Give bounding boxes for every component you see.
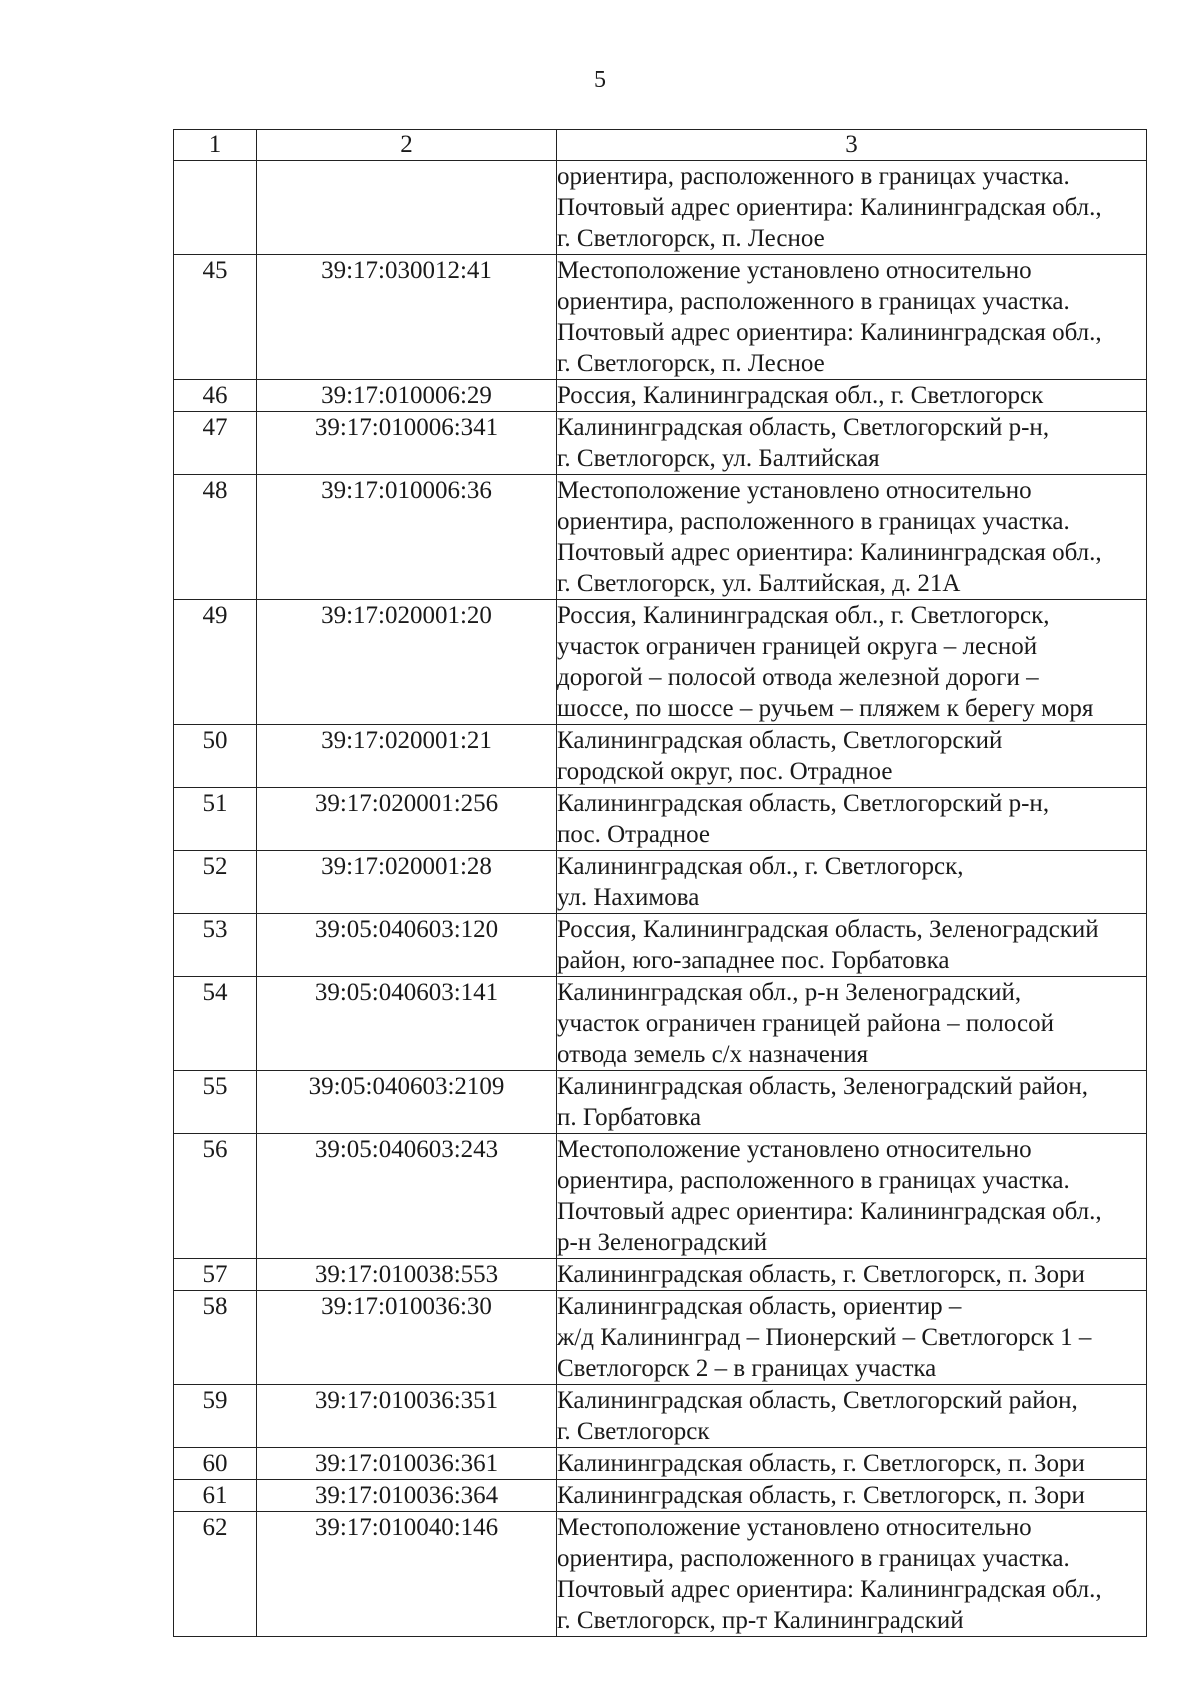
cadastral-number-cell: 39:17:020001:256 <box>257 788 557 851</box>
cadastral-number-cell: 39:17:010036:351 <box>257 1385 557 1448</box>
row-number-cell: 50 <box>174 725 257 788</box>
row-number-cell: 46 <box>174 380 257 412</box>
table-row <box>174 725 1147 788</box>
table-row <box>174 475 1147 600</box>
cadastral-number-cell: 39:17:020001:21 <box>257 725 557 788</box>
address-cell: Калининградская область, Светлогорский р-н, г. Светлогорск, ул. Балтийская <box>557 412 1147 475</box>
address-cell: Калининградская область, Зеленоградский район, п. Горбатовка <box>557 1071 1147 1134</box>
address-cell: Россия, Калининградская обл., г. Светлогорск, участок ограничен границей округа – лесной дорогой – полосой отвода железной дороги – шоссе, по шоссе – ручьем – пляжем к берегу моря <box>557 600 1147 725</box>
row-number-cell: 55 <box>174 1071 257 1134</box>
table-row <box>174 977 1147 1071</box>
page-number: 5 <box>594 67 606 93</box>
row-number-cell: 53 <box>174 914 257 977</box>
table-row <box>174 788 1147 851</box>
address-cell: Местоположение установлено относительно ориентира, расположенного в границах участка. Почтовый адрес ориентира: Калининградская обл., р-н Зеленоградский <box>557 1134 1147 1259</box>
address-cell: Россия, Калининградская область, Зеленоградский район, юго-западнее пос. Горбатовка <box>557 914 1147 977</box>
table-row <box>174 851 1147 914</box>
row-number-cell: 52 <box>174 851 257 914</box>
table-row <box>174 1480 1147 1512</box>
row-number-cell: 58 <box>174 1291 257 1385</box>
row-number-cell: 54 <box>174 977 257 1071</box>
address-cell: Калининградская область, Светлогорский городской округ, пос. Отрадное <box>557 725 1147 788</box>
cadastral-number-cell: 39:17:010036:361 <box>257 1448 557 1480</box>
row-number-cell: 48 <box>174 475 257 600</box>
cadastral-number-cell: 39:17:030012:41 <box>257 255 557 380</box>
address-cell: Калининградская область, г. Светлогорск, п. Зори <box>557 1259 1147 1291</box>
address-cell: Калининградская область, Светлогорский район, г. Светлогорск <box>557 1385 1147 1448</box>
table-row <box>174 161 1147 255</box>
address-cell: Россия, Калининградская обл., г. Светлогорск <box>557 380 1147 412</box>
row-number-cell: 62 <box>174 1512 257 1637</box>
cadastral-number-cell: 39:17:010006:29 <box>257 380 557 412</box>
address-cell: Местоположение установлено относительно ориентира, расположенного в границах участка. Почтовый адрес ориентира: Калининградская обл., г. Светлогорск, п. Лесное <box>557 255 1147 380</box>
cadastral-number-cell: 39:17:010006:36 <box>257 475 557 600</box>
table-row <box>174 1512 1147 1637</box>
cadastral-number-cell: 39:17:020001:28 <box>257 851 557 914</box>
cadastral-number-cell: 39:17:010040:146 <box>257 1512 557 1637</box>
row-number-cell: 61 <box>174 1480 257 1512</box>
address-cell: Калининградская область, ориентир – ж/д Калининград – Пионерский – Светлогорск 1 – Светлогорск 2 – в границах участка <box>557 1291 1147 1385</box>
row-number-cell: 45 <box>174 255 257 380</box>
table-row <box>174 1071 1147 1134</box>
table-row <box>174 1385 1147 1448</box>
address-cell: Местоположение установлено относительно ориентира, расположенного в границах участка. Почтовый адрес ориентира: Калининградская обл., г. Светлогорск, пр-т Калининградский <box>557 1512 1147 1637</box>
row-number-cell <box>174 161 257 255</box>
address-cell: Калининградская обл., г. Светлогорск, ул. Нахимова <box>557 851 1147 914</box>
row-number-cell: 57 <box>174 1259 257 1291</box>
cadastral-number-cell: 39:05:040603:120 <box>257 914 557 977</box>
cadastral-number-cell: 39:17:010036:364 <box>257 1480 557 1512</box>
row-number-cell: 60 <box>174 1448 257 1480</box>
table-row <box>174 1291 1147 1385</box>
table-body <box>174 161 1147 1637</box>
table-row <box>174 600 1147 725</box>
row-number-cell: 49 <box>174 600 257 725</box>
row-number-cell: 56 <box>174 1134 257 1259</box>
table-header-row <box>174 130 1147 161</box>
table-row <box>174 255 1147 380</box>
address-cell: Калининградская область, г. Светлогорск, п. Зори <box>557 1448 1147 1480</box>
address-cell: ориентира, расположенного в границах участка. Почтовый адрес ориентира: Калининградская обл., г. Светлогорск, п. Лесное <box>557 161 1147 255</box>
cadastral-number-cell: 39:05:040603:2109 <box>257 1071 557 1134</box>
table-row <box>174 1134 1147 1259</box>
column-header-number: 1 <box>174 130 257 161</box>
address-cell: Калининградская обл., р-н Зеленоградский, участок ограничен границей района – полосой отвода земель с/х назначения <box>557 977 1147 1071</box>
address-cell: Калининградская область, г. Светлогорск, п. Зори <box>557 1480 1147 1512</box>
cadastral-number-cell <box>257 161 557 255</box>
column-header-cadastral-number: 2 <box>257 130 557 161</box>
cadastral-number-cell: 39:05:040603:243 <box>257 1134 557 1259</box>
cadastral-number-cell: 39:17:020001:20 <box>257 600 557 725</box>
table-row <box>174 914 1147 977</box>
address-cell: Местоположение установлено относительно ориентира, расположенного в границах участка. Почтовый адрес ориентира: Калининградская обл., г. Светлогорск, ул. Балтийская, д. 21А <box>557 475 1147 600</box>
table-row <box>174 1259 1147 1291</box>
table-row <box>174 412 1147 475</box>
address-cell: Калининградская область, Светлогорский р-н, пос. Отрадное <box>557 788 1147 851</box>
column-header-address: 3 <box>557 130 1147 161</box>
cadastral-number-cell: 39:17:010006:341 <box>257 412 557 475</box>
land-plot-table <box>173 129 1147 1637</box>
table-row <box>174 1448 1147 1480</box>
cadastral-number-cell: 39:05:040603:141 <box>257 977 557 1071</box>
row-number-cell: 51 <box>174 788 257 851</box>
cadastral-number-cell: 39:17:010036:30 <box>257 1291 557 1385</box>
row-number-cell: 59 <box>174 1385 257 1448</box>
table-row <box>174 380 1147 412</box>
cadastral-number-cell: 39:17:010038:553 <box>257 1259 557 1291</box>
row-number-cell: 47 <box>174 412 257 475</box>
